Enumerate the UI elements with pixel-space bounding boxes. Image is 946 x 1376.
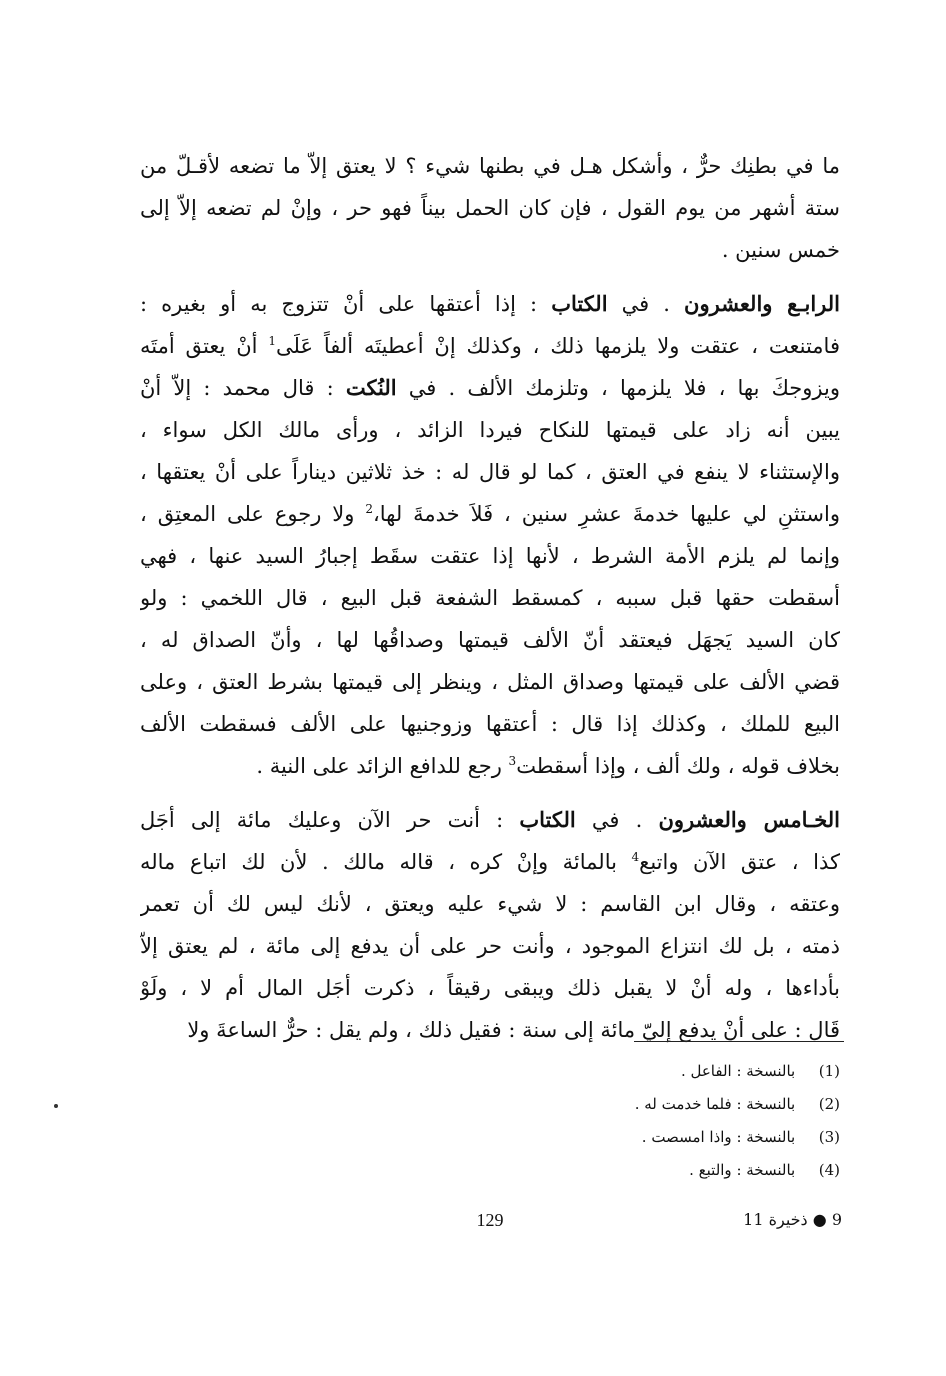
footnote-text: بالنسخة : واذا امسصت .: [641, 1128, 796, 1146]
footnote-number: (3): [818, 1128, 840, 1146]
footnote-item: [440, 1088, 840, 1121]
section-heading: الرابـع والعشرون: [684, 291, 840, 316]
printer-signature: 9 ● ذخيرة 11: [743, 1210, 842, 1229]
source-heading: الكتاب: [551, 291, 608, 316]
line-text: فامتنعت ، عتقت ولا يلزمها ذلك ، وكذلك إنْ أعطيتَه ألفاً عَلَى: [276, 334, 840, 358]
text-line: [140, 577, 840, 619]
heading-connector: . في: [575, 808, 659, 832]
line-text: أسقطت حقها قبل سببه ، كمسقط الشفعة قبل البيع ، قال اللخمي : ولو: [140, 586, 840, 610]
line-text: ستة أشهر من يوم القول ، فإن كان الحمل بيناً فهو حر ، وإنْ لم تضعه إلاّ إلى: [140, 196, 840, 220]
footnote-number: (1): [818, 1062, 840, 1080]
line-text: والإستثناء لا ينفع في العتق ، كما لو قال له : خذ ثلاثين ديناراً على أنْ يعتقها ،: [140, 460, 840, 484]
main-text: [140, 145, 840, 1051]
line-text: ويزوجكَ بها ، فلا يلزمها ، وتلزمك الألف . في: [396, 376, 840, 400]
line-text-continued: أنْ يعتق أمتَه: [140, 334, 269, 358]
text-line: [140, 229, 840, 271]
text-line: [140, 745, 840, 787]
heading-connector: . في: [607, 292, 685, 316]
section-heading: الخـامس والعشرون: [658, 807, 840, 832]
text-line: [140, 883, 840, 925]
line-text: وإنما لم يلزم الأمة الشرط ، لأنها إذا عتقت سقَط إجبارُ السيد عنها ، فهي: [140, 544, 840, 568]
scan-speck: [54, 1104, 58, 1108]
line-text: : إذا أعتقها على أنْ تتزوج به أو بغيره :: [140, 292, 552, 316]
text-line: [140, 145, 840, 187]
footnote-text: بالنسخة : والتبع .: [689, 1161, 796, 1179]
footnote-marker: 3: [508, 754, 517, 768]
footnote-item: [440, 1121, 840, 1154]
text-line: [140, 535, 840, 577]
text-line: [140, 1009, 840, 1051]
text-line: [140, 493, 840, 535]
text-line: [140, 367, 840, 409]
line-text: وعتقه ، وقال ابن القاسم : لا شيء عليه ويعتق ، لأنك ليس لك أن تعمر: [140, 892, 840, 916]
text-line: [140, 451, 840, 493]
line-text-continued: : قال محمد : إلاّ أنْ: [140, 376, 346, 400]
footnote-item: [440, 1055, 840, 1088]
line-text: كان السيد يَجهَل فيعتقد أنّ الألف قيمتها وصداقُها لها ، وأنّ الصداق له ،: [140, 628, 840, 652]
footnotes: [440, 1055, 840, 1187]
line-text: قَال : على أنْ يدفع إليّ مائة إلى سنة : فقيل ذلك ، ولم يقل : حرٌّ الساعةَ ولا: [187, 1018, 840, 1042]
line-text: يبين أنه زاد على قيمتها للنكاح فيردا الزائد ، ورأى مالك الكل سواء ،: [140, 418, 840, 442]
footnote-number: (2): [818, 1095, 840, 1113]
text-line: [140, 325, 840, 367]
text-line: [140, 925, 840, 967]
line-text: واستثنِ لي عليها خدمةَ عشرِ سنين ، فَلاَ خدمةَ لها،: [372, 502, 840, 526]
text-line: [140, 187, 840, 229]
line-text: : أنت حر الآن وعليك مائة إلى أجَل: [140, 808, 520, 832]
text-line: [140, 967, 840, 1009]
line-text-continued: رجع للدافع الزائد على النية .: [256, 754, 509, 778]
text-line: [140, 799, 840, 841]
line-text: قضي الألف على قيمتها وصداق المثل ، وينظر إلى قيمتها بشرط العتق ، وعلى: [140, 670, 840, 694]
footnote-text: بالنسخة : الفاعل .: [680, 1062, 796, 1080]
footnote-item: [440, 1154, 840, 1187]
footnote-text: بالنسخة : فلما خدمت له .: [634, 1095, 796, 1113]
text-line: [140, 409, 840, 451]
paragraph-gap: [140, 787, 840, 799]
line-text: كذا ، عتق الآن واتبع: [639, 850, 840, 874]
footnote-number: (4): [818, 1161, 840, 1179]
text-line: [140, 283, 840, 325]
line-text-continued: ولا رجوع على المعتِق ،: [140, 502, 366, 526]
line-text-continued: بالمائة وإنْ كره ، قاله مالك . لأن لك اتباع ماله: [140, 850, 632, 874]
line-text: البيع للملك ، وكذلك إذا قال : أعتقها وزوجنيها على الألف فسقطت الألف: [140, 712, 840, 736]
paragraph-gap: [140, 271, 840, 283]
line-text: بخلاف قوله ، ولك ألف ، وإذا أسقطت: [516, 754, 840, 778]
text-line: [140, 703, 840, 745]
text-line: [140, 661, 840, 703]
footnote-marker: 1: [268, 334, 277, 348]
footnote-marker: 4: [631, 850, 640, 864]
page-number: 129: [476, 1210, 504, 1230]
line-text: ذمته ، بل لك انتزاع الموجود ، وأنت حر على أن يدفع إلى مائة ، لم يعتق إلاّ: [140, 934, 840, 958]
footnote-separator: [634, 1041, 844, 1042]
line-text: ما في بطنِك حرٌّ ، وأشكل هـل في بطنها شيء ؟ لا يعتق إلاّ ما تضعه لأقـلّ من: [140, 154, 840, 178]
source-heading: النُكت: [345, 375, 397, 400]
footnote-marker: 2: [365, 502, 373, 516]
line-text: بأداءها ، وله أنْ لا يقبل ذلك ويبقى رقيقاً ، ذكرت أجَل المال أم لا ، ولَوْ: [140, 976, 840, 1000]
text-line: [140, 841, 840, 883]
source-heading: الكتاب: [519, 807, 576, 832]
text-line: [140, 619, 840, 661]
line-text: خمس سنين .: [721, 238, 840, 262]
